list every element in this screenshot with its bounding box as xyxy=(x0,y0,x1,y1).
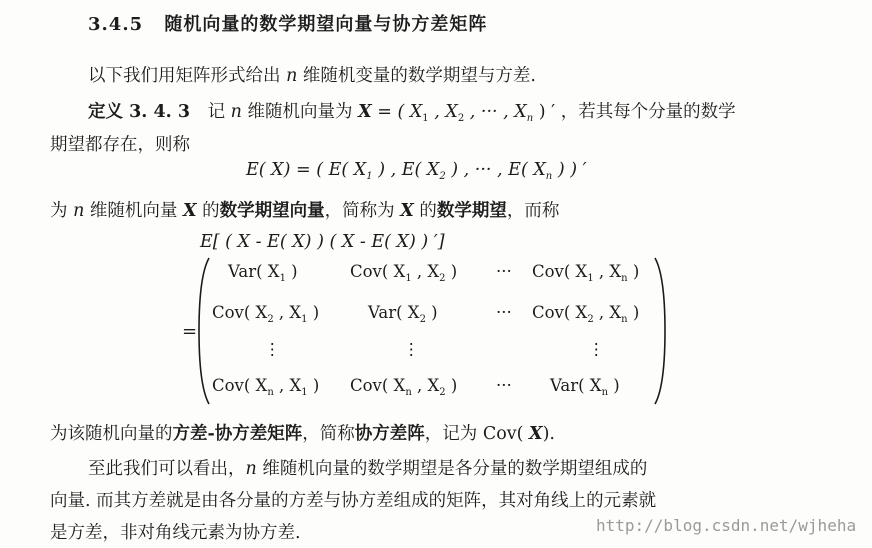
term-expectation: 数学期望 xyxy=(436,201,507,221)
covariance-naming-line: 为该随机向量的方差-协方差矩阵，简称协方差阵，记为 Cov( X). xyxy=(50,424,555,444)
definition-label: 定义 3. 4. 3 xyxy=(88,102,190,122)
section-heading xyxy=(88,10,487,36)
watermark-url: http://blog.csdn.net/wjheha xyxy=(596,516,857,535)
naming-line: 为 n 维随机向量 X 的数学期望向量，简称为 X 的数学期望，而称 xyxy=(50,201,560,221)
matrix-cell: ··· xyxy=(496,376,512,395)
equals-sign: = xyxy=(182,321,198,342)
expectation-equation: E( X) = ( E( $X_1$ ) , E( $X_2$ ) , ··· , E( $X_n$ ) ) ′ xyxy=(246,160,587,182)
summary-line-3: 是方差，非对角线元素为协方差. xyxy=(50,523,301,543)
matrix-vdots: ⋮ xyxy=(403,340,420,359)
term-variance-covariance-matrix: 方差-协方差矩阵 xyxy=(172,424,303,444)
matrix-cell: Cov( $X_n$ , $X_1$ ) xyxy=(212,376,320,398)
matrix-cell: Var( $X_n$ ) xyxy=(550,376,620,398)
section-title: 随机向量的数学期望向量与协方差矩阵 xyxy=(164,14,488,35)
matrix-cell: Cov( $X_n$ , $X_2$ ) xyxy=(350,376,458,398)
matrix-cell: Cov( $X_2$ , $X_n$ ) xyxy=(532,303,640,325)
term-covariance-matrix: 协方差阵 xyxy=(354,424,425,444)
matrix-cell: Var( $X_2$ ) xyxy=(368,303,438,325)
variance-expression: E[ ( X - E( X) ) ( X - E( X) ) ′] xyxy=(200,232,445,252)
summary-line-1: 至此我们可以看出，n 维随机向量的数学期望是各分量的数学期望组成的 xyxy=(88,459,648,479)
section-number: 3.4.5 xyxy=(88,14,144,35)
term-expectation-vector: 数学期望向量 xyxy=(219,201,325,221)
left-paren xyxy=(198,256,210,406)
matrix-vdots: ⋮ xyxy=(588,340,605,359)
matrix-cell: Var( $X_1$ ) xyxy=(228,262,298,284)
intro-paragraph: 以下我们用矩阵形式给出 n 维随机变量的数学期望与方差. xyxy=(88,66,536,86)
matrix-cell: ··· xyxy=(496,303,512,322)
right-paren xyxy=(654,256,666,406)
matrix-cell: Cov( $X_2$ , $X_1$ ) xyxy=(212,303,320,325)
definition-line-2: 期望都存在，则称 xyxy=(50,135,190,155)
matrix-vdots: ⋮ xyxy=(264,340,281,359)
matrix-cell: ··· xyxy=(496,262,512,281)
matrix-cell: Cov( $X_1$ , $X_2$ ) xyxy=(350,262,458,284)
matrix-cell: Cov( $X_1$ , $X_n$ ) xyxy=(532,262,640,284)
definition-line-1: 定义 3. 4. 3 记 n 维随机向量为 X = ( $X_1$ , $X_2$ , ··· , $X_n$ ) ′ ，若其每个分量的数学 xyxy=(88,102,736,124)
summary-line-2: 向量. 而其方差就是由各分量的方差与协方差组成的矩阵，其对角线上的元素就 xyxy=(50,491,657,511)
covariance-matrix xyxy=(198,256,668,406)
